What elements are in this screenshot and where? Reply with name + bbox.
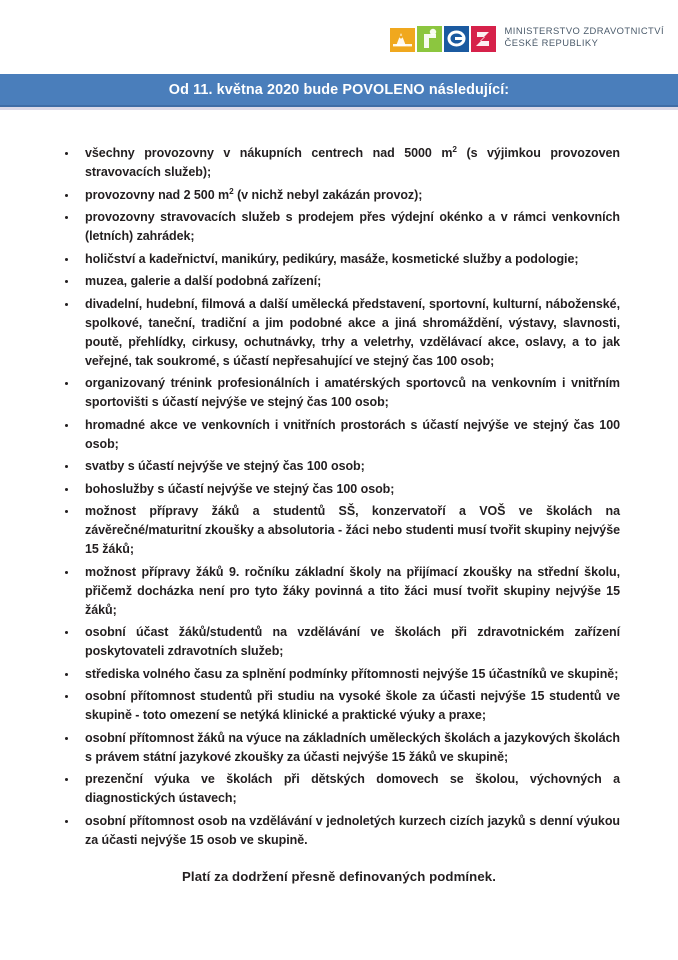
logo-mark-group (390, 22, 496, 52)
conditions-note: Platí za dodržení přesně definovaných podmínek. (182, 868, 496, 884)
list-item: holičství a kadeřnictví, manikúry, pedikúry, masáže, kosmetické služby a podologie; (58, 250, 620, 269)
list-item: prezenční výuka ve školách při dětských domovech se školou, výchovných a diagnostických ústavech; (58, 770, 620, 808)
list-item: možnost přípravy žáků a studentů SŠ, konzervatoří a VOŠ ve školách na závěrečné/maturitní zkoušky a absolutoria - žáci nebo studenti musí tvořit skupiny nejvýše 15 žáků; (58, 502, 620, 559)
ministry-logo-text (505, 25, 664, 50)
logo-mark-yellow-icon (390, 24, 415, 52)
list-item: možnost přípravy žáků 9. ročníku základní školy na přijímací zkoušky na střední školu, přičemž docházka není pro tyto žáky povinná a tito žáci musí tvořit skupiny nejvýše 15 žáků; (58, 563, 620, 620)
superscript: 2 (229, 186, 234, 196)
logo-mark-green-icon (417, 24, 442, 52)
list-item: organizovaný trénink profesionálních i amatérských sportovců na venkovním i vnitřním sportovišti s účastí nejvýše ve stejný čas 100 osob; (58, 374, 620, 412)
list-item: bohoslužby s účastí nejvýše ve stejný čas 100 osob; (58, 480, 620, 499)
page-title: Od 11. května 2020 bude POVOLENO následující: (168, 81, 510, 98)
logo-mark-blue-icon (444, 24, 469, 52)
list-item: osobní přítomnost studentů při studiu na vysoké škole za účasti nejvýše 15 studentů ve skupině - toto omezení se netýká klinické a praktické výuky a praxe; (58, 687, 620, 725)
list-item: provozovny nad 2 500 $m^2$ (v nichž nebyl zakázán provoz); (58, 186, 620, 205)
header-logo-strip (0, 0, 678, 74)
list-item: střediska volného času za splnění podmínky přítomnosti nejvýše 15 účastníků ve skupině; (58, 665, 620, 684)
ministry-name-line2: ČESKÉ REPUBLIKY (504, 37, 599, 48)
list-item: divadelní, hudební, filmová a další umělecká představení, sportovní, kulturní, náboženské, spolkové, taneční, tradiční a jim podobné akce a jiná shromáždění, výstavy, slavnosti, poutě, přehlídky, cirkusy, ochutnávky, trhy a veletrhy, vzdělávací akce, oslavy, a to jak veřejné, tak soukromé, s účastí nepřesahující ve stejný čas 100 osob; (58, 295, 620, 371)
ministry-logo (390, 22, 664, 52)
list-item: muzea, galerie a další podobná zařízení; (58, 272, 620, 291)
list-item: hromadné akce ve venkovních i vnitřních prostorách s účastí nejvýše ve stejný čas 100 osob; (58, 416, 620, 454)
page-banner (0, 74, 678, 107)
banner-underline-divider (0, 107, 678, 110)
logo-mark-red-icon (471, 24, 496, 52)
ministry-name-line1: MINISTERSTVO ZDRAVOTNICTVÍ (504, 24, 664, 36)
document-content (0, 110, 678, 884)
list-item: všechny provozovny v nákupních centrech nad 5000 $m^2$ (s výjimkou provozoven stravovacích služeb); (58, 144, 620, 182)
list-item: osobní účast žáků/studentů na vzdělávání ve školách při zdravotnickém zařízení poskytovateli zdravotních služeb; (58, 623, 620, 661)
list-item: osobní přítomnost osob na vzdělávání v jednoletých kurzech cizích jazyků s denní výukou za účasti nejvýše 15 osob ve skupině. (58, 812, 620, 850)
list-item: osobní přítomnost žáků na výuce na základních uměleckých školách a jazykových školách s právem státní jazykové zkoušky za účasti nejvýše 15 žáků ve skupině; (58, 729, 620, 767)
allowed-activities-list (58, 144, 620, 850)
list-item: svatby s účastí nejvýše ve stejný čas 100 osob; (58, 457, 620, 476)
list-item: provozovny stravovacích služeb s prodejem přes výdejní okénko a v rámci venkovních (letních) zahrádek; (58, 208, 620, 246)
superscript: 2 (452, 144, 457, 154)
